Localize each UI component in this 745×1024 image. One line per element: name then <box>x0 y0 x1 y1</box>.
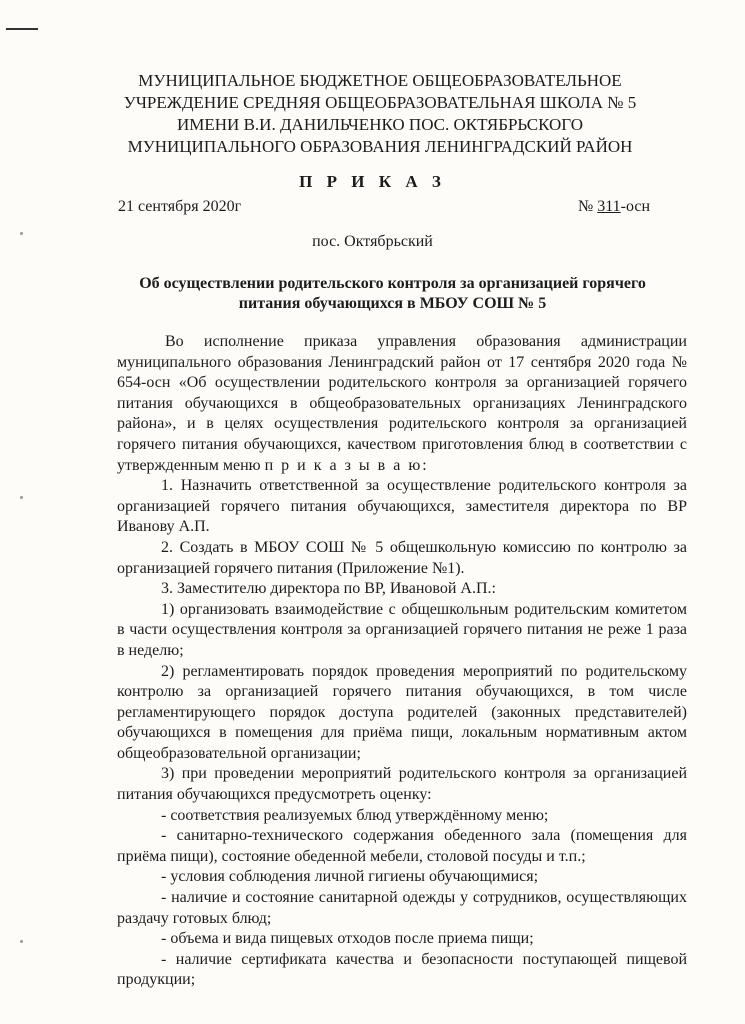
assessment-item: - наличие и состояние санитарной одежды у сотрудников, осуществляющих раздачу готовых блюд; <box>117 889 687 927</box>
header-line: МУНИЦИПАЛЬНОЕ БЮДЖЕТНОЕ ОБЩЕОБРАЗОВАТЕЛЬНОЕ <box>138 71 622 90</box>
intro-paragraph <box>117 332 687 476</box>
order-subitem: 1) организовать взаимодействие с общешкольным родительским комитетом в части осуществления контроля за организацией горячего питания не реже 1 раза в неделю; <box>117 600 687 659</box>
order-number <box>578 198 650 216</box>
order-item: 2. Создать в МБОУ СОШ № 5 общешкольную комиссию по контролю за организацией горячего питания (Приложение №1). <box>117 538 687 577</box>
header-line: ИМЕНИ В.И. ДАНИЛЬЧЕНКО ПОС. ОКТЯБРЬСКОГО <box>177 115 583 134</box>
order-place: пос. Октябрьский <box>312 233 433 250</box>
subject-line: питания обучающихся в МБОУ СОШ № 5 <box>238 295 547 312</box>
order-subitem: 2) регламентировать порядок проведения мероприятий по родительскому контролю за организацией горячего питания обучающихся, в том числе регламентирующего порядок доступа родителей (законных представителей) обучающихся в помещения для приёма пищи, локальным нормативным актом общеобразовательной организации; <box>117 662 687 762</box>
assessment-item: - соответствия реализуемых блюд утверждённому меню; <box>161 806 549 824</box>
order-item: 3. Заместителю директора по ВР, Ивановой А.П.: <box>161 580 496 598</box>
subject-line: Об осуществлении родительского контроля за организацией горячего <box>139 275 646 292</box>
order-item: 1. Назначить ответственной за осуществление родительского контроля за организацией горячего питания обучающихся, заместителя директора по ВР Иванову А.П. <box>117 477 687 536</box>
assessment-item: - наличие сертификата качества и безопасности поступающей пищевой продукции; <box>117 950 687 989</box>
order-date: 21 сентября 2020г <box>118 198 242 215</box>
intro-text: Во исполнение приказа управления образования администрации муниципального образования Ленинградский район от 17 сентября 2020 года № 654-осн «Об осуществлении родительского контроля за организацией горячего питания обучающихся в общеобразовательных организациях Ленинградского района», и в целях осуществления родительского контроля за организацией горячего питания обучающихся, качеством приготовления блюд в соответствии с утвержденным меню <box>117 333 687 474</box>
header-line: МУНИЦИПАЛЬНОГО ОБРАЗОВАНИЯ ЛЕНИНГРАДСКИЙ РАЙОН <box>127 137 633 156</box>
header-line: УЧРЕЖДЕНИЕ СРЕДНЯЯ ОБЩЕОБРАЗОВАТЕЛЬНАЯ ШКОЛА № 5 <box>123 93 637 112</box>
scan-speck <box>20 940 23 943</box>
order-number-prefix: № <box>578 198 598 215</box>
order-number-suffix: -осн <box>620 198 651 215</box>
scan-mark <box>6 28 38 30</box>
order-subitem: 3) при проведении мероприятий родительского контроля за организацией питания обучающихся предусмотреть оценку: <box>117 765 687 804</box>
document-title: П Р И К А З <box>299 172 446 191</box>
organization-header <box>100 70 660 158</box>
order-number-value: 311 <box>597 198 621 215</box>
assessment-item: - объема и вида пищевых отходов после приема пищи; <box>161 930 534 948</box>
order-body <box>117 332 687 991</box>
scan-speck <box>20 496 23 499</box>
order-word: п р и к а з ы в а ю: <box>264 456 429 474</box>
order-subject <box>110 274 675 314</box>
assessment-item: - санитарно-технического содержания обеденного зала (помещения для приёма пищи), состояние обеденной мебели, столовой посуды и т.п.; <box>117 827 687 865</box>
assessment-item: - условия соблюдения личной гигиены обучающимися; <box>161 868 539 886</box>
